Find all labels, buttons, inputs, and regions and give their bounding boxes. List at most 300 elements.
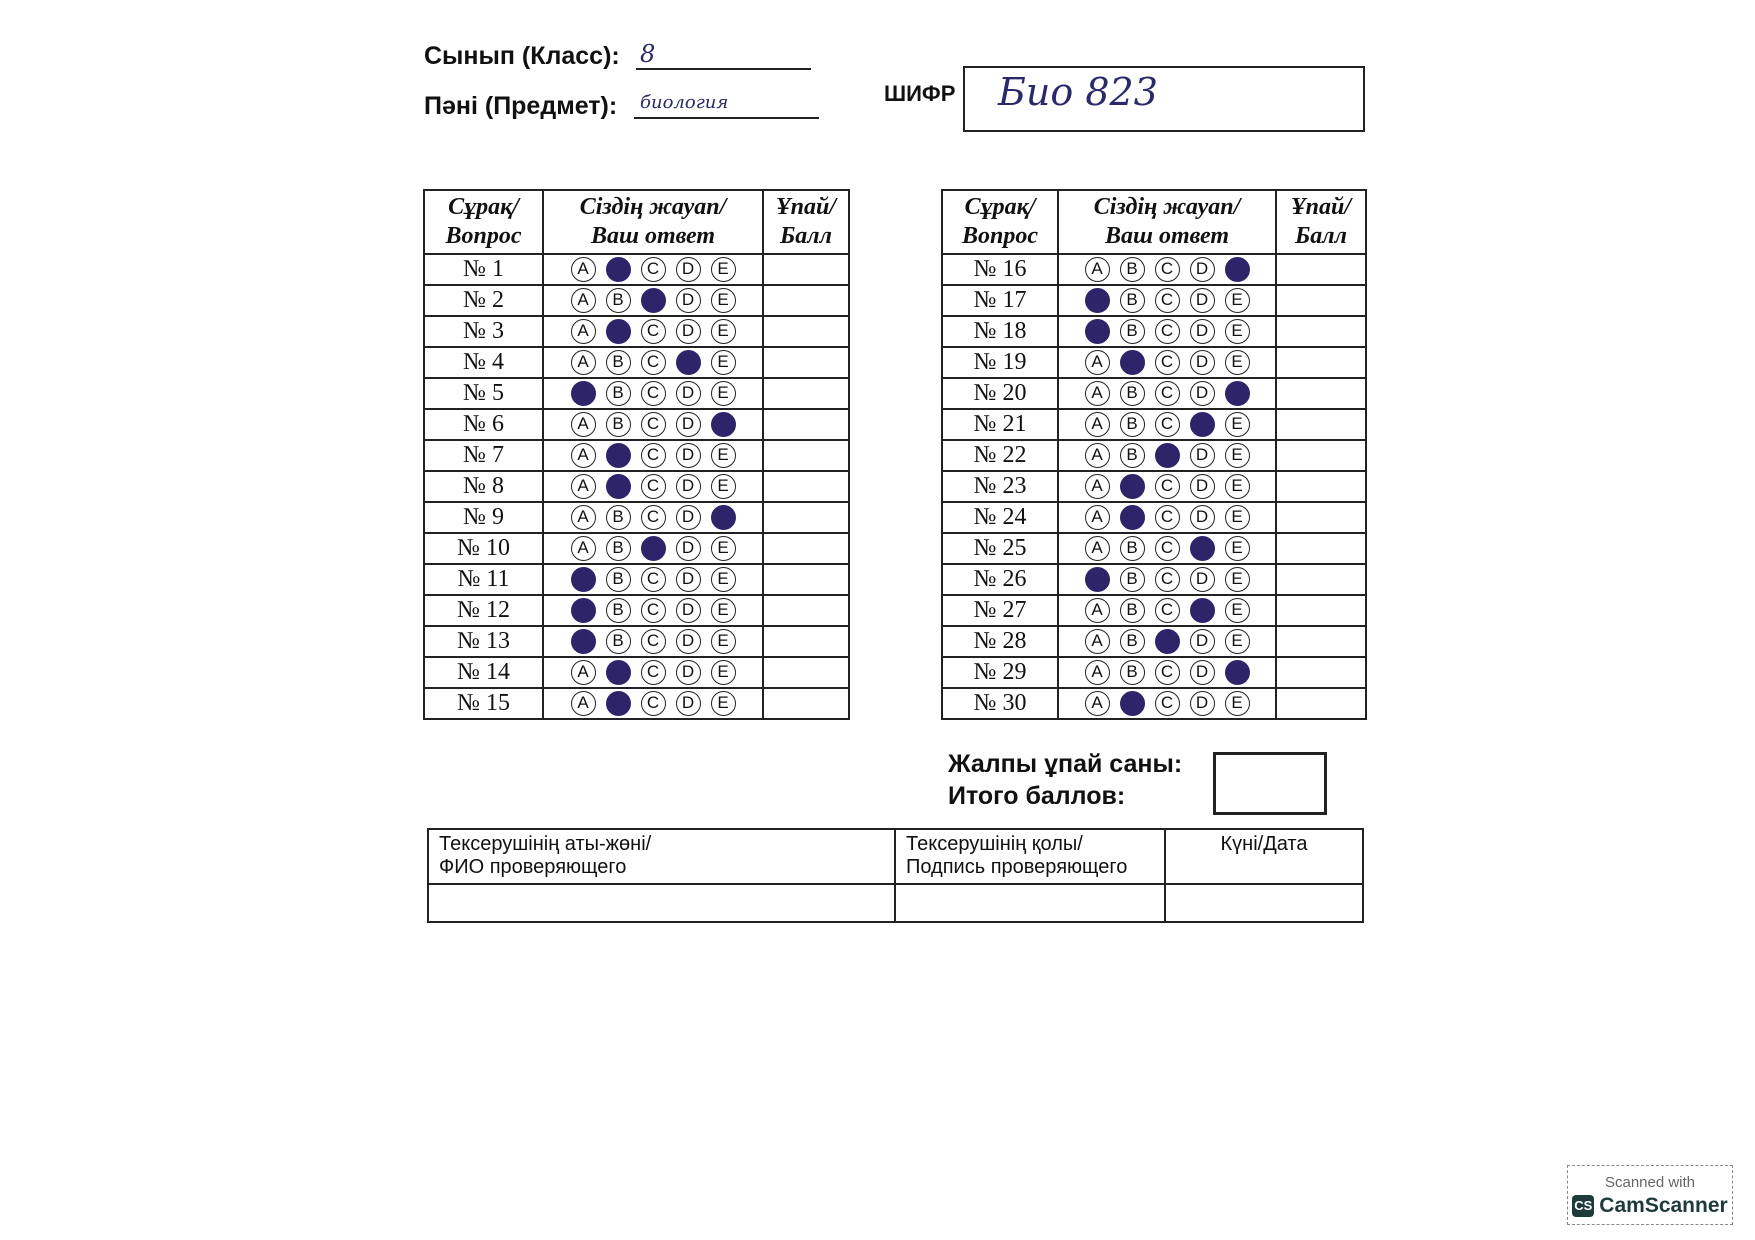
question-number: № 2: [424, 285, 543, 316]
question-number: № 17: [942, 285, 1058, 316]
bubble-d[interactable]: D: [1190, 288, 1215, 313]
camscanner-watermark: [1567, 1165, 1733, 1225]
bubble-d[interactable]: D: [1190, 257, 1215, 282]
bubble-b[interactable]: B: [606, 319, 631, 344]
question-number: № 15: [424, 688, 543, 719]
question-row: [942, 502, 1366, 533]
bubble-d[interactable]: D: [676, 288, 701, 313]
question-number: № 10: [424, 533, 543, 564]
bubble-d[interactable]: D: [676, 412, 701, 437]
question-row: [942, 688, 1366, 719]
bubble-c[interactable]: C: [641, 412, 666, 437]
bubble-b[interactable]: B: [1120, 350, 1145, 375]
subject-value: биология: [640, 92, 729, 113]
answer-bubbles: [543, 254, 763, 285]
answer-bubbles: [1058, 502, 1276, 533]
question-number: № 22: [942, 440, 1058, 471]
bubble-a[interactable]: A: [571, 629, 596, 654]
bubble-b[interactable]: B: [1120, 412, 1145, 437]
bubble-d[interactable]: D: [676, 660, 701, 685]
bubble-c[interactable]: C: [641, 443, 666, 468]
question-number: № 13: [424, 626, 543, 657]
bubble-c[interactable]: C: [641, 319, 666, 344]
bubble-c[interactable]: C: [1155, 474, 1180, 499]
score-cell[interactable]: [763, 688, 849, 719]
question-row: [942, 440, 1366, 471]
score-cell[interactable]: [1276, 285, 1366, 316]
question-row: [942, 657, 1366, 688]
answer-bubbles: [1058, 471, 1276, 502]
bubble-e[interactable]: E: [1225, 412, 1250, 437]
answer-bubbles: [543, 440, 763, 471]
bubble-a[interactable]: A: [571, 567, 596, 592]
bubble-e[interactable]: E: [1225, 288, 1250, 313]
question-row: [942, 409, 1366, 440]
question-number: № 9: [424, 502, 543, 533]
score-cell[interactable]: [763, 316, 849, 347]
question-row: [942, 254, 1366, 285]
question-number: № 19: [942, 347, 1058, 378]
question-row: [424, 347, 849, 378]
bubble-e[interactable]: E: [711, 598, 736, 623]
bubble-a[interactable]: A: [571, 474, 596, 499]
question-number: № 20: [942, 378, 1058, 409]
bubble-b[interactable]: B: [1120, 660, 1145, 685]
question-row: [942, 471, 1366, 502]
bubble-d[interactable]: D: [676, 567, 701, 592]
bubble-e[interactable]: E: [1225, 505, 1250, 530]
question-row: [942, 285, 1366, 316]
bubble-b[interactable]: B: [606, 567, 631, 592]
bubble-b[interactable]: B: [606, 598, 631, 623]
date-header: Күні/Дата: [1165, 829, 1363, 884]
bubble-c[interactable]: C: [1155, 288, 1180, 313]
bubble-b[interactable]: B: [606, 629, 631, 654]
bubble-e[interactable]: E: [711, 288, 736, 313]
bubble-d[interactable]: D: [676, 350, 701, 375]
bubble-c[interactable]: C: [1155, 412, 1180, 437]
bubble-b[interactable]: B: [606, 474, 631, 499]
bubble-b[interactable]: B: [1120, 505, 1145, 530]
question-number: № 1: [424, 254, 543, 285]
total-label-kz: Жалпы ұпай саны:: [948, 750, 1183, 778]
score-cell[interactable]: [1276, 316, 1366, 347]
question-number: № 5: [424, 378, 543, 409]
date-field[interactable]: [1165, 884, 1363, 922]
cipher-value: Био 823: [998, 70, 1158, 114]
bubble-b[interactable]: B: [606, 350, 631, 375]
question-number: № 24: [942, 502, 1058, 533]
bubble-d[interactable]: D: [676, 381, 701, 406]
bubble-a[interactable]: A: [1085, 691, 1110, 716]
bubble-e[interactable]: E: [1225, 350, 1250, 375]
bubble-c[interactable]: C: [641, 536, 666, 561]
bubble-d[interactable]: D: [676, 598, 701, 623]
bubble-c[interactable]: C: [641, 567, 666, 592]
bubble-a[interactable]: A: [1085, 319, 1110, 344]
score-cell[interactable]: [1276, 564, 1366, 595]
bubble-e[interactable]: E: [711, 691, 736, 716]
bubble-e[interactable]: E: [1225, 598, 1250, 623]
bubble-e[interactable]: E: [1225, 660, 1250, 685]
bubble-e[interactable]: E: [1225, 474, 1250, 499]
bubble-b[interactable]: B: [606, 660, 631, 685]
answer-bubbles: [1058, 595, 1276, 626]
answer-bubbles: [543, 378, 763, 409]
score-cell[interactable]: [763, 254, 849, 285]
bubble-e[interactable]: E: [1225, 443, 1250, 468]
bubble-a[interactable]: A: [571, 257, 596, 282]
answer-bubbles: [543, 626, 763, 657]
question-row: [424, 626, 849, 657]
bubble-a[interactable]: A: [1085, 505, 1110, 530]
bubble-e[interactable]: E: [711, 629, 736, 654]
bubble-c[interactable]: C: [1155, 443, 1180, 468]
bubble-a[interactable]: A: [1085, 598, 1110, 623]
score-cell[interactable]: [1276, 595, 1366, 626]
score-cell[interactable]: [763, 285, 849, 316]
bubble-d[interactable]: D: [1190, 381, 1215, 406]
answer-bubbles: [1058, 626, 1276, 657]
bubble-e[interactable]: E: [1225, 381, 1250, 406]
bubble-a[interactable]: A: [571, 598, 596, 623]
score-cell[interactable]: [763, 378, 849, 409]
bubble-e[interactable]: E: [711, 319, 736, 344]
question-number: № 25: [942, 533, 1058, 564]
bubble-b[interactable]: B: [606, 288, 631, 313]
answer-bubbles: [1058, 254, 1276, 285]
score-cell[interactable]: [763, 595, 849, 626]
subject-line: [634, 117, 819, 119]
bubble-e[interactable]: E: [1225, 567, 1250, 592]
score-cell[interactable]: [1276, 502, 1366, 533]
bubble-d[interactable]: D: [1190, 474, 1215, 499]
bubble-c[interactable]: C: [1155, 319, 1180, 344]
question-row: [424, 657, 849, 688]
score-cell[interactable]: [1276, 409, 1366, 440]
bubble-e[interactable]: E: [711, 474, 736, 499]
bubble-c[interactable]: C: [641, 629, 666, 654]
answer-header: Сіздің жауап/ Ваш ответ: [1058, 190, 1276, 254]
bubble-e[interactable]: E: [711, 257, 736, 282]
score-header: Ұпай/ Балл: [1276, 190, 1366, 254]
score-cell[interactable]: [763, 347, 849, 378]
score-cell[interactable]: [1276, 378, 1366, 409]
question-header: Сұрақ/ Вопрос: [424, 190, 543, 254]
bubble-a[interactable]: A: [571, 288, 596, 313]
watermark-brand: CamScanner: [1599, 1194, 1728, 1217]
answer-bubbles: [543, 657, 763, 688]
bubble-b[interactable]: B: [606, 536, 631, 561]
bubble-e[interactable]: E: [711, 536, 736, 561]
question-row: [942, 347, 1366, 378]
question-row: [942, 564, 1366, 595]
bubble-c[interactable]: C: [1155, 257, 1180, 282]
bubble-e[interactable]: E: [711, 443, 736, 468]
bubble-d[interactable]: D: [676, 443, 701, 468]
bubble-e[interactable]: E: [711, 505, 736, 530]
question-row: [942, 595, 1366, 626]
answer-bubbles: [1058, 688, 1276, 719]
question-row: [424, 409, 849, 440]
score-cell[interactable]: [763, 657, 849, 688]
bubble-d[interactable]: D: [1190, 505, 1215, 530]
bubble-a[interactable]: A: [1085, 412, 1110, 437]
bubble-c[interactable]: C: [1155, 505, 1180, 530]
question-row: [424, 688, 849, 719]
total-score-box[interactable]: [1213, 752, 1327, 815]
question-row: [424, 564, 849, 595]
bubble-b[interactable]: B: [606, 443, 631, 468]
question-number: № 3: [424, 316, 543, 347]
question-number: № 4: [424, 347, 543, 378]
answer-bubbles: [543, 595, 763, 626]
score-cell[interactable]: [763, 502, 849, 533]
bubble-e[interactable]: E: [1225, 257, 1250, 282]
bubble-a[interactable]: A: [571, 505, 596, 530]
bubble-d[interactable]: D: [1190, 350, 1215, 375]
bubble-c[interactable]: C: [641, 660, 666, 685]
bubble-a[interactable]: A: [1085, 567, 1110, 592]
bubble-e[interactable]: E: [1225, 536, 1250, 561]
question-row: [424, 378, 849, 409]
class-label: Сынып (Класс):: [424, 42, 620, 70]
answer-bubbles: [1058, 285, 1276, 316]
answer-table-right: [941, 189, 1367, 720]
bubble-e[interactable]: E: [1225, 629, 1250, 654]
bubble-d[interactable]: D: [1190, 629, 1215, 654]
score-cell[interactable]: [1276, 533, 1366, 564]
answer-bubbles: [543, 471, 763, 502]
inspector-name-field[interactable]: [428, 884, 895, 922]
question-number: № 30: [942, 688, 1058, 719]
question-number: № 18: [942, 316, 1058, 347]
answer-table-left: [423, 189, 850, 720]
question-row: [424, 502, 849, 533]
bubble-c[interactable]: C: [1155, 536, 1180, 561]
score-cell[interactable]: [1276, 657, 1366, 688]
score-cell[interactable]: [763, 409, 849, 440]
bubble-d[interactable]: D: [1190, 598, 1215, 623]
bubble-a[interactable]: A: [571, 381, 596, 406]
question-row: [424, 595, 849, 626]
bubble-a[interactable]: A: [1085, 474, 1110, 499]
answer-bubbles: [543, 502, 763, 533]
bubble-e[interactable]: E: [711, 567, 736, 592]
bubble-c[interactable]: C: [1155, 660, 1180, 685]
bubble-d[interactable]: D: [676, 474, 701, 499]
inspector-signature-field[interactable]: [895, 884, 1165, 922]
bubble-a[interactable]: A: [571, 691, 596, 716]
question-number: № 16: [942, 254, 1058, 285]
bubble-b[interactable]: B: [1120, 536, 1145, 561]
bubble-b[interactable]: B: [1120, 257, 1145, 282]
bubble-d[interactable]: D: [1190, 443, 1215, 468]
bubble-b[interactable]: B: [1120, 319, 1145, 344]
bubble-c[interactable]: C: [641, 257, 666, 282]
bubble-b[interactable]: B: [1120, 598, 1145, 623]
answer-bubbles: [543, 347, 763, 378]
question-row: [424, 285, 849, 316]
bubble-e[interactable]: E: [1225, 319, 1250, 344]
camscanner-logo-icon: CS: [1572, 1195, 1594, 1217]
answer-bubbles: [543, 688, 763, 719]
bubble-d[interactable]: D: [1190, 412, 1215, 437]
bubble-a[interactable]: A: [571, 412, 596, 437]
question-row: [424, 254, 849, 285]
score-cell[interactable]: [1276, 254, 1366, 285]
answer-bubbles: [1058, 657, 1276, 688]
question-number: № 11: [424, 564, 543, 595]
bubble-b[interactable]: B: [606, 257, 631, 282]
answer-bubbles: [1058, 409, 1276, 440]
question-number: № 27: [942, 595, 1058, 626]
question-row: [942, 316, 1366, 347]
question-number: № 26: [942, 564, 1058, 595]
answer-bubbles: [543, 533, 763, 564]
bubble-b[interactable]: B: [1120, 567, 1145, 592]
bubble-b[interactable]: B: [1120, 629, 1145, 654]
bubble-a[interactable]: A: [571, 443, 596, 468]
bubble-e[interactable]: E: [711, 660, 736, 685]
question-number: № 12: [424, 595, 543, 626]
bubble-c[interactable]: C: [641, 598, 666, 623]
question-number: № 29: [942, 657, 1058, 688]
score-cell[interactable]: [1276, 471, 1366, 502]
bubble-c[interactable]: C: [1155, 691, 1180, 716]
question-row: [424, 471, 849, 502]
score-cell[interactable]: [1276, 347, 1366, 378]
bubble-b[interactable]: B: [1120, 474, 1145, 499]
bubble-d[interactable]: D: [676, 629, 701, 654]
question-number: № 14: [424, 657, 543, 688]
bubble-a[interactable]: A: [1085, 629, 1110, 654]
bubble-d[interactable]: D: [1190, 691, 1215, 716]
question-header: Сұрақ/ Вопрос: [942, 190, 1058, 254]
score-cell[interactable]: [1276, 626, 1366, 657]
answer-bubbles: [543, 316, 763, 347]
bubble-d[interactable]: D: [1190, 536, 1215, 561]
question-number: № 23: [942, 471, 1058, 502]
bubble-c[interactable]: C: [641, 505, 666, 530]
bubble-d[interactable]: D: [676, 505, 701, 530]
score-cell[interactable]: [763, 440, 849, 471]
score-cell[interactable]: [763, 471, 849, 502]
bubble-b[interactable]: B: [1120, 443, 1145, 468]
answer-header: Сіздің жауап/ Ваш ответ: [543, 190, 763, 254]
verification-table: [427, 828, 1364, 923]
bubble-d[interactable]: D: [676, 319, 701, 344]
bubble-b[interactable]: B: [1120, 381, 1145, 406]
bubble-a[interactable]: A: [1085, 288, 1110, 313]
question-number: № 28: [942, 626, 1058, 657]
bubble-b[interactable]: B: [606, 505, 631, 530]
question-row: [942, 533, 1366, 564]
bubble-a[interactable]: A: [1085, 350, 1110, 375]
bubble-a[interactable]: A: [1085, 257, 1110, 282]
bubble-c[interactable]: C: [641, 474, 666, 499]
score-cell[interactable]: [1276, 440, 1366, 471]
bubble-a[interactable]: A: [571, 536, 596, 561]
answer-bubbles: [1058, 347, 1276, 378]
answer-bubbles: [1058, 316, 1276, 347]
question-number: № 8: [424, 471, 543, 502]
bubble-a[interactable]: A: [571, 660, 596, 685]
bubble-c[interactable]: C: [1155, 598, 1180, 623]
bubble-b[interactable]: B: [606, 691, 631, 716]
class-line: [636, 68, 811, 70]
bubble-d[interactable]: D: [1190, 660, 1215, 685]
answer-bubbles: [1058, 533, 1276, 564]
question-number: № 21: [942, 409, 1058, 440]
bubble-b[interactable]: B: [606, 412, 631, 437]
bubble-a[interactable]: A: [1085, 660, 1110, 685]
bubble-c[interactable]: C: [641, 381, 666, 406]
bubble-c[interactable]: C: [641, 691, 666, 716]
question-row: [942, 626, 1366, 657]
answer-bubbles: [543, 409, 763, 440]
bubble-e[interactable]: E: [711, 412, 736, 437]
bubble-c[interactable]: C: [1155, 350, 1180, 375]
cipher-label: ШИФР: [884, 81, 956, 106]
score-cell[interactable]: [763, 533, 849, 564]
watermark-caption: Scanned with: [1604, 1174, 1696, 1191]
bubble-b[interactable]: B: [1120, 288, 1145, 313]
question-number: № 6: [424, 409, 543, 440]
bubble-a[interactable]: A: [1085, 536, 1110, 561]
answer-bubbles: [1058, 564, 1276, 595]
bubble-d[interactable]: D: [676, 691, 701, 716]
score-header: Ұпай/ Балл: [763, 190, 849, 254]
subject-label: Пәні (Предмет):: [424, 92, 618, 120]
answer-bubbles: [1058, 440, 1276, 471]
score-cell[interactable]: [1276, 688, 1366, 719]
bubble-a[interactable]: A: [1085, 443, 1110, 468]
bubble-c[interactable]: C: [641, 350, 666, 375]
bubble-d[interactable]: D: [1190, 567, 1215, 592]
bubble-e[interactable]: E: [711, 350, 736, 375]
bubble-b[interactable]: B: [1120, 691, 1145, 716]
inspector-signature-header: Тексерушінің қолы/ Подпись проверяющего: [895, 829, 1165, 884]
score-cell[interactable]: [763, 564, 849, 595]
question-row: [424, 440, 849, 471]
answer-bubbles: [1058, 378, 1276, 409]
question-row: [424, 533, 849, 564]
total-label-ru: Итого баллов:: [948, 782, 1126, 810]
inspector-name-header: Тексерушінің аты-жөні/ ФИО проверяющего: [428, 829, 895, 884]
bubble-c[interactable]: C: [1155, 381, 1180, 406]
question-row: [942, 378, 1366, 409]
bubble-e[interactable]: E: [711, 381, 736, 406]
bubble-a[interactable]: A: [1085, 381, 1110, 406]
class-value: 8: [640, 40, 656, 68]
answer-bubbles: [543, 285, 763, 316]
bubble-d[interactable]: D: [676, 257, 701, 282]
bubble-a[interactable]: A: [571, 350, 596, 375]
bubble-a[interactable]: A: [571, 319, 596, 344]
bubble-e[interactable]: E: [1225, 691, 1250, 716]
bubble-b[interactable]: B: [606, 381, 631, 406]
question-number: № 7: [424, 440, 543, 471]
question-row: [424, 316, 849, 347]
score-cell[interactable]: [763, 626, 849, 657]
bubble-c[interactable]: C: [1155, 629, 1180, 654]
bubble-d[interactable]: D: [1190, 319, 1215, 344]
bubble-c[interactable]: C: [1155, 567, 1180, 592]
total-label: [948, 748, 1182, 812]
bubble-c[interactable]: C: [641, 288, 666, 313]
bubble-d[interactable]: D: [676, 536, 701, 561]
